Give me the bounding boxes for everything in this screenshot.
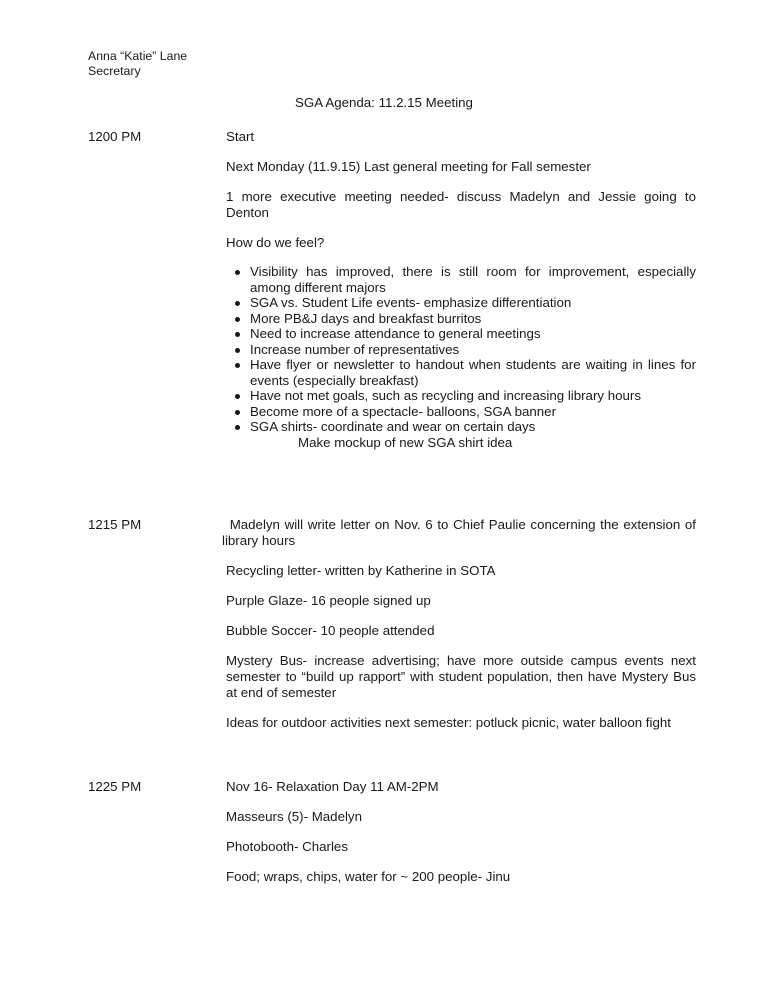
- section-1215-content: [222, 517, 700, 731]
- bullet-item: [226, 295, 696, 311]
- section-time-1215: 1215 PM: [88, 517, 142, 532]
- bullet-text: Have not met goals, such as recycling and increasing library hours: [250, 388, 641, 403]
- bullet-icon: [235, 410, 240, 415]
- section-1200-content: [226, 129, 696, 451]
- bullet-text: Visibility has improved, there is still room for improvement, especially among different majors: [250, 264, 696, 295]
- agenda-item-masseurs: Masseurs (5)- Madelyn: [226, 809, 362, 824]
- bullet-text: Become more of a spectacle- balloons, SGA banner: [250, 403, 556, 419]
- section-time-1225: 1225 PM: [88, 779, 142, 794]
- agenda-item-bubble-soccer: Bubble Soccer- 10 people attended: [226, 623, 435, 638]
- bullet-text: SGA vs. Student Life events- emphasize differentiation: [250, 295, 572, 310]
- agenda-item-how-do-we-feel: How do we feel?: [226, 235, 325, 250]
- agenda-item-purple-glaze: Purple Glaze- 16 people signed up: [226, 593, 431, 608]
- feedback-bullet-list: [226, 264, 696, 435]
- bullet-icon: [235, 332, 240, 337]
- section-1200: [88, 129, 696, 451]
- bullet-text: SGA shirts- coordinate and wear on certain days: [250, 419, 536, 434]
- agenda-item-executive-meeting: 1 more executive meeting needed- discuss Madelyn and Jessie going to Denton: [226, 189, 696, 220]
- bullet-item: [226, 357, 696, 388]
- author-name: Anna “Katie” Lane: [88, 49, 188, 63]
- bullet-text: Increase number of representatives: [250, 341, 460, 357]
- agenda-item-start: Start: [226, 129, 255, 144]
- bullet-item: [226, 264, 696, 295]
- agenda-item-recycling-letter: Recycling letter- written by Katherine in SOTA: [226, 563, 496, 578]
- agenda-item-relaxation-day: Nov 16- Relaxation Day 11 AM-2PM: [226, 779, 439, 794]
- bullet-item: [226, 404, 696, 420]
- bullet-icon: [235, 301, 240, 306]
- section-1225: [88, 779, 696, 899]
- agenda-item-next-monday: Next Monday (11.9.15) Last general meeting for Fall semester: [226, 159, 591, 174]
- agenda-item-mystery-bus: Mystery Bus- increase advertising; have more outside campus events next semester to “build up rapport” with student population, then have Mystery Bus at end of semester: [226, 653, 696, 700]
- bullet-item: [226, 311, 696, 327]
- bullet-text: Need to increase attendance to general meetings: [250, 326, 541, 341]
- bullet-icon: [235, 348, 240, 353]
- section-1225-content: [226, 779, 696, 885]
- agenda-item-outdoor-ideas: Ideas for outdoor activities next semester: potluck picnic, water balloon fight: [226, 715, 671, 730]
- section-time-1200: 1200 PM: [88, 129, 142, 144]
- author-block: [88, 49, 187, 79]
- bullet-icon: [235, 317, 240, 322]
- bullet-item: [226, 388, 696, 404]
- bullet-icon: [235, 394, 240, 399]
- bullet-text: Have flyer or newsletter to handout when students are waiting in lines for events (especially breakfast): [250, 357, 696, 388]
- bullet-item: [226, 326, 696, 342]
- bullet-icon: [235, 270, 240, 275]
- agenda-item-photobooth: Photobooth- Charles: [226, 839, 348, 854]
- author-role: Secretary: [88, 64, 141, 78]
- agenda-item-food: Food; wraps, chips, water for ~ 200 people- Jinu: [226, 869, 511, 884]
- bullet-text: More PB&J days and breakfast burritos: [250, 310, 482, 326]
- bullet-item: [226, 342, 696, 358]
- bullet-item: [226, 419, 696, 435]
- bullet-icon: [235, 363, 240, 368]
- section-1215: [88, 517, 700, 745]
- page-title: SGA Agenda: 11.2.15 Meeting: [295, 95, 473, 110]
- bullet-icon: [235, 425, 240, 430]
- shirt-mockup-note: Make mockup of new SGA shirt idea: [298, 434, 513, 450]
- agenda-item-library-letter: Madelyn will write letter on Nov. 6 to Chief Paulie concerning the extension of library hours: [222, 517, 700, 548]
